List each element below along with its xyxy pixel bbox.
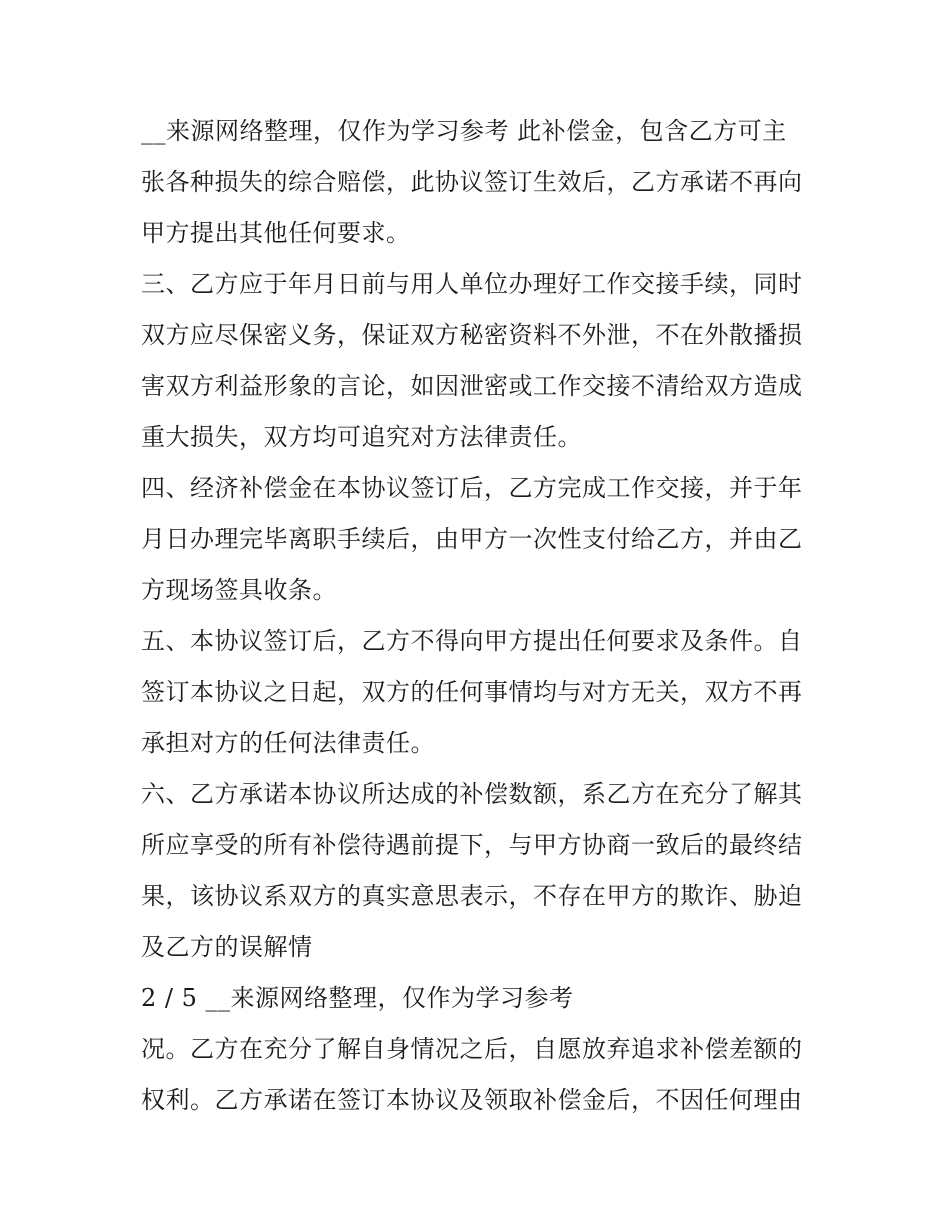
- text-line: 方现场签具收条。: [141, 576, 337, 604]
- text-line: 四、经济补偿金在本协议签订后，乙方完成工作交接，并于年: [141, 474, 803, 502]
- text-line: 甲方提出其他任何要求。: [141, 219, 411, 247]
- text-line: 所应享受的所有补偿待遇前提下，与甲方协商一致后的最终结: [141, 831, 803, 859]
- text-line: 张各种损失的综合赔偿，此协议签订生效后，乙方承诺不再向: [141, 168, 803, 196]
- text-line: 及乙方的误解情: [141, 933, 313, 961]
- text-line: 重大损失，双方均可追究对方法律责任。: [141, 423, 582, 451]
- text-line: 承担对方的任何法律责任。: [141, 729, 435, 757]
- text-line: 六、乙方承诺本协议所达成的补偿数额，系乙方在充分了解其: [141, 780, 803, 808]
- page-footer-source-note: 2 / 5 __来源网络整理，仅作为学习参考: [141, 984, 574, 1012]
- text-line: 果，该协议系双方的真实意思表示，不存在甲方的欺诈、胁迫: [141, 882, 803, 910]
- text-line: 三、乙方应于年月日前与用人单位办理好工作交接手续，同时: [141, 270, 803, 298]
- text-line: 害双方利益形象的言论，如因泄密或工作交接不清给双方造成: [141, 372, 803, 400]
- text-line: 月日办理完毕离职手续后，由甲方一次性支付给乙方，并由乙: [141, 525, 803, 553]
- text-line: 权利。乙方承诺在签订本协议及领取补偿金后，不因任何理由: [141, 1086, 803, 1114]
- text-line: 况。乙方在充分了解自身情况之后，自愿放弃追求补偿差额的: [141, 1035, 803, 1063]
- text-line: __来源网络整理，仅作为学习参考 此补偿金，包含乙方可主: [141, 117, 787, 145]
- document-body: [141, 108, 821, 1128]
- text-line: 双方应尽保密义务，保证双方秘密资料不外泄，不在外散播损: [141, 321, 803, 349]
- text-line: 签订本协议之日起，双方的任何事情均与对方无关，双方不再: [141, 678, 803, 706]
- text-line: 五、本协议签订后，乙方不得向甲方提出任何要求及条件。自: [141, 627, 803, 655]
